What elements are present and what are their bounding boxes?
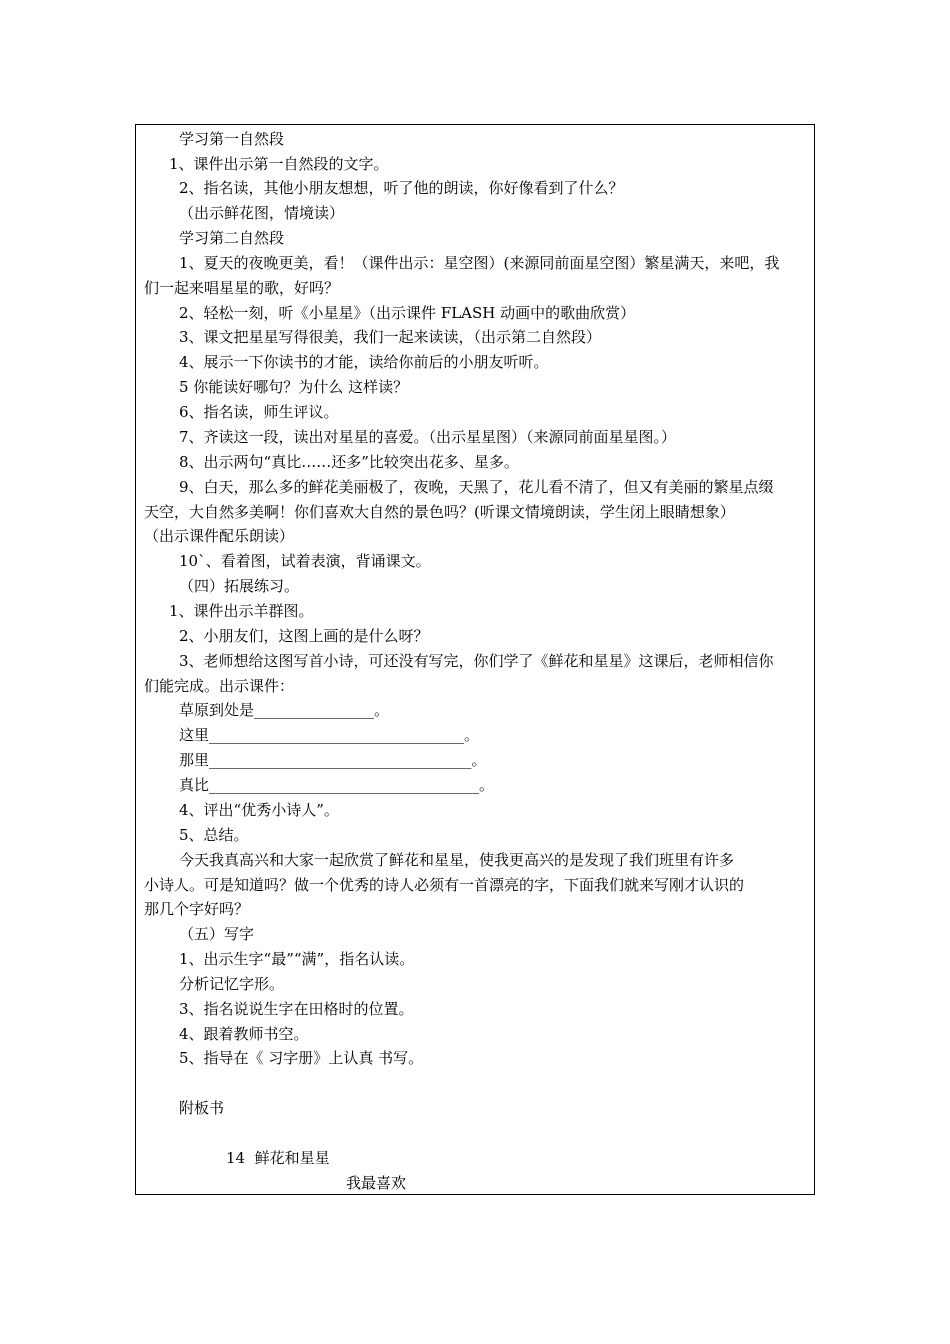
text-line: 6、指名读，师生评议。 <box>179 403 339 421</box>
text-line: 3、课文把星星写得很美，我们一起来读读，（出示第二自然段） <box>179 328 602 346</box>
text-line: 们能完成。出示课件： <box>144 677 295 695</box>
text-line: 天空，大自然多美啊！你们喜欢大自然的景色吗？(听课文情境朗读，学生闭上眼睛想象） <box>144 503 735 521</box>
text-line: 4、展示一下你读书的才能，读给你前后的小朋友听听。 <box>179 353 549 371</box>
text-line: 3、指名说说生字在田格时的位置。 <box>179 1000 414 1018</box>
text-line: 今天我真高兴和大家一起欣赏了鲜花和星星，使我更高兴的是发现了我们班里有许多 <box>179 851 735 869</box>
poem-blank-line: 真比____________________________________。 <box>179 776 495 794</box>
text-line: 学习第二自然段 <box>179 229 285 247</box>
text-line: （出示课件配乐朗读） <box>144 527 295 545</box>
text-line: 5、指导在《 习字册》上认真 书写。 <box>179 1049 424 1067</box>
poem-blank-line: 那里___________________________________。 <box>179 751 487 769</box>
text-line: 5 你能读好哪句？为什么 这样读？ <box>179 378 409 396</box>
text-line: （出示鲜花图，情境读） <box>179 204 345 222</box>
text-line: （五）写字 <box>179 925 255 943</box>
text-line: 10`、看着图，试着表演，背诵课文。 <box>179 552 431 570</box>
text-line: 们一起来唱星星的歌，好吗？ <box>144 279 340 297</box>
text-line: 1、课件出示羊群图。 <box>169 602 314 620</box>
poem-blank-line: 这里__________________________________。 <box>179 726 480 744</box>
text-line: 学习第一自然段 <box>179 130 285 148</box>
text-line: 那几个字好吗？ <box>144 900 250 918</box>
text-line: 5、总结。 <box>179 826 249 844</box>
board-heading: 附板书 <box>179 1099 225 1117</box>
text-line: 4、评出“优秀小诗人”。 <box>179 801 339 819</box>
text-line: 4、跟着教师书空。 <box>179 1025 309 1043</box>
text-line: 小诗人。可是知道吗？做一个优秀的诗人必须有一首漂亮的字，下面我们就来写刚才认识的 <box>144 876 745 894</box>
lesson-plan-table-cell <box>135 124 815 1195</box>
text-line: 2、小朋友们，这图上画的是什么呀？ <box>179 627 429 645</box>
text-line: （四）拓展练习。 <box>179 577 300 595</box>
text-line: 9、白天，那么多的鲜花美丽极了，夜晚，天黑了，花儿看不清了，但又有美丽的繁星点缀 <box>179 478 774 496</box>
text-line: 3、老师想给这图写首小诗，可还没有写完，你们学了《鲜花和星星》这课后，老师相信你 <box>179 652 774 670</box>
text-line: 8、出示两句“真比……还多”比较突出花多、星多。 <box>179 453 519 471</box>
text-line: 2、指名读，其他小朋友想想，听了他的朗读，你好像看到了什么？ <box>179 179 624 197</box>
board-title: 14 鲜花和星星 <box>226 1149 330 1167</box>
board-line: 我最喜欢 <box>346 1174 407 1192</box>
text-line: 7、齐读这一段，读出对星星的喜爱。（出示星星图）（来源同前面星星图。） <box>179 428 677 446</box>
text-line: 分析记忆字形。 <box>179 975 285 993</box>
text-line: 1、课件出示第一自然段的文字。 <box>169 155 389 173</box>
text-line: 1、出示生字“最”“满”，指名认读。 <box>179 950 415 968</box>
poem-blank-line: 草原到处是________________。 <box>179 701 390 719</box>
text-line: 2、轻松一刻，听《小星星》（出示课件 FLASH 动画中的歌曲欣赏） <box>179 304 636 322</box>
text-line: 1、夏天的夜晚更美，看！（课件出示：星空图）(来源同前面星空图）繁星满天，来吧，我 <box>179 254 780 272</box>
